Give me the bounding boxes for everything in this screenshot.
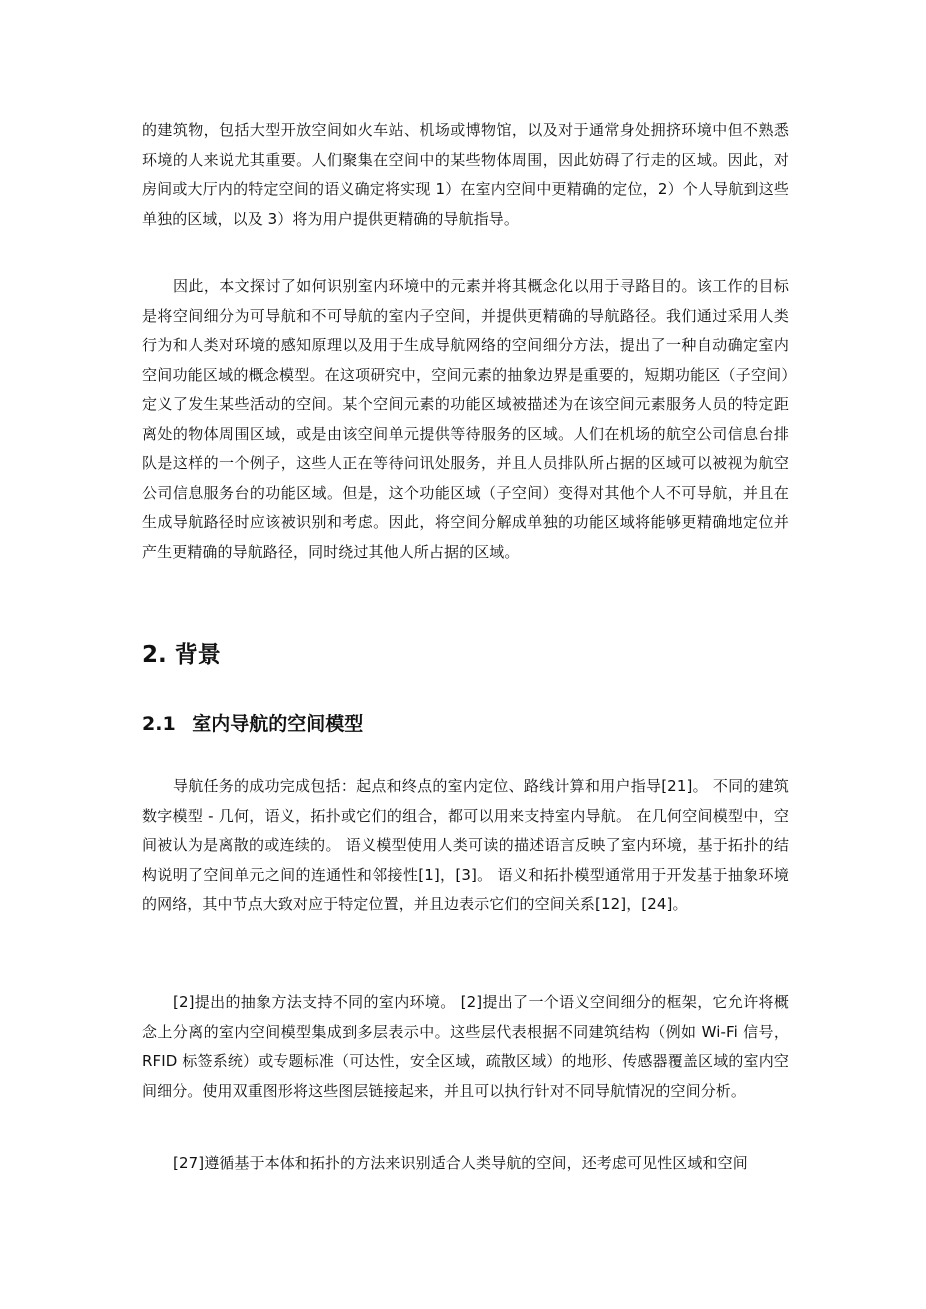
paragraph-text: [27]遵循基于本体和拓扑的方法来识别适合人类导航的空间，还考虑可见性区域和空间 [173, 1154, 748, 1172]
paragraph-abstraction-method [142, 988, 789, 1106]
paragraph-text: 因此，本文探讨了如何识别室内环境中的元素并将其概念化以用于寻路目的。该工作的目标是将空间细分为可导航和不可导航的室内子空间，并提供更精确的导航路径。我们通过采用人类行为和人类对环境的感知原理以及用于生成导航网络的空间细分方法，提出了一种自动确定室内空间功能区域的概念模型。在这项研究中，空间元素的抽象边界是重要的，短期功能区（子空间）定义了发生某些活动的空间。某个空间元素的功能区域被描述为在该空间元素服务人员的特定距离处的物体周围区域，或是由该空间单元提供等待服务的区域。人们在机场的航空公司信息台排队是这样的一个例子，这些人正在等待问讯处服务，并且人员排队所占据的区域可以被视为航空公司信息服务台的功能区域。但是，这个功能区域（子空间）变得对其他个人不可导航，并且在生成导航路径时应该被识别和考虑。因此，将空间分解成单独的功能区域将能够更精确地定位并产生更精确的导航路径，同时绕过其他人所占据的区域。 [142, 277, 789, 561]
section-number: 2. [142, 642, 167, 668]
paragraph-text: 导航任务的成功完成包括：起点和终点的室内定位、路线计算和用户指导[21]。 不同的建筑数字模型 - 几何，语义，拓扑或它们的组合，都可以用来支持室内导航。 在几何空间模型中，空间被认为是离散的或连续的。 语义模型使用人类可读的描述语言反映了室内环境，基于拓扑的结构说明了空间单元之间的连通性和邻接性[1]，[3]。 语义和拓扑模型通常用于开发基于抽象环境的网络，其中节点大致对应于特定位置，并且边表示它们的空间关系[12]，[24]。 [142, 777, 789, 913]
paragraph-study-aim [142, 272, 789, 567]
subsection-number: 2.1 [142, 713, 176, 735]
paragraph-text: 的建筑物，包括大型开放空间如火车站、机场或博物馆，以及对于通常身处拥挤环境中但不熟悉环境的人来说尤其重要。人们聚集在空间中的某些物体周围，因此妨碍了行走的区域。因此，对房间或大厅内的特定空间的语义确定将实现 1）在室内空间中更精确的定位，2）个人导航到这些单独的区域，以及 3）将为用户提供更精确的导航指导。 [142, 121, 789, 228]
subsection-heading [142, 711, 789, 737]
paragraph-ontology-approach [142, 1149, 789, 1179]
section-title: 背景 [174, 642, 221, 668]
section-heading [142, 640, 789, 670]
paragraph-navigation-tasks [142, 772, 789, 920]
paragraph-text: [2]提出的抽象方法支持不同的室内环境。 [2]提出了一个语义空间细分的框架，它允许将概念上分离的室内空间模型集成到多层表示中。这些层代表根据不同建筑结构（例如 Wi-Fi 信号，RFID 标签系统）或专题标准（可达性，安全区域，疏散区域）的地形、传感器覆盖区域的室内空间细分。使用双重图形将这些图层链接起来，并且可以执行针对不同导航情况的空间分析。 [142, 993, 789, 1100]
paragraph-intro-continued [142, 116, 789, 234]
subsection-title: 室内导航的空间模型 [192, 713, 364, 735]
